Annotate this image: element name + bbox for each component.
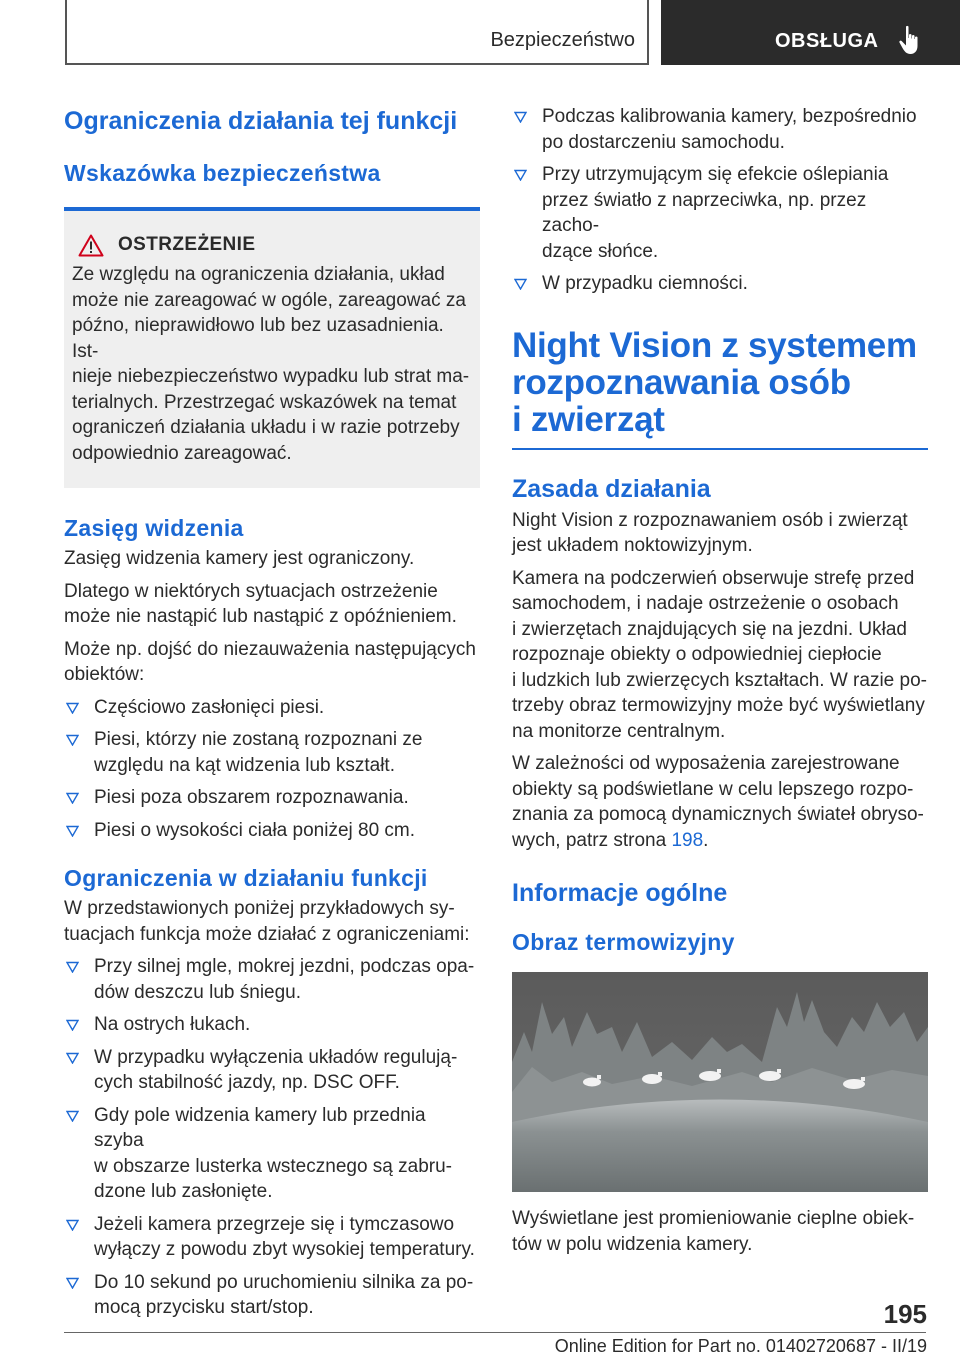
page-reference-link[interactable]: 198: [671, 829, 704, 851]
header-breadcrumb-box: [65, 0, 649, 65]
heading-view-range: Zasięg widzenia: [64, 515, 244, 541]
list-item: Gdy pole widzenia kamery lub przednia szyba w obszarze lusterka wstecznego są zabru- dzone lub zasłonięte.: [64, 1103, 480, 1205]
list-item: Jeżeli kamera przegrzeje się i tymczasowo wyłączy z powodu zbyt wysokiej temperatury.: [64, 1212, 480, 1263]
heading-function-restrictions: Ograniczenia w działaniu funkcji: [64, 865, 428, 891]
list-item: Podczas kalibrowania kamery, bezpośrednio po dostarczeniu samochodu.: [512, 104, 928, 155]
paragraph: Może np. dojść do niezauważenia następujących obiektów:: [64, 638, 476, 685]
paragraph: Zasięg widzenia kamery jest ograniczony.: [64, 548, 415, 569]
section-tab[interactable]: [661, 0, 960, 65]
paragraph: W przedstawionych poniżej przykładowych sy- tuacjach funkcja może działać z ograniczeniami:: [64, 898, 470, 945]
breadcrumb[interactable]: Bezpieczeństwo: [490, 29, 635, 51]
bullet-triangle-icon: [66, 702, 79, 714]
paragraph: Dlatego w niektórych sytuacjach ostrzeżenie może nie nastąpić lub nastąpić z opóźnieniem.: [64, 580, 457, 627]
list-item: Do 10 sekund po uruchomieniu silnika za po- mocą przycisku start/stop.: [64, 1270, 480, 1321]
bullet-triangle-icon: [66, 1277, 79, 1289]
footer-edition: Online Edition for Part no. 01402720687 - II/19: [554, 1336, 927, 1356]
left-column: [64, 96, 480, 1321]
warning-block: [64, 207, 480, 488]
heading-thermal-image: Obraz termowizyjny: [512, 929, 735, 955]
bullet-triangle-icon: [66, 1019, 79, 1031]
warning-text: Ze względu na ograniczenia działania, układ może nie zareagować w ogóle, zareagować za późno, nieprawidłowo lub bez uzasadnienia. Ist- nieje niebezpieczeństwo wypadku lub strat ma- terialnych. Przestrzegać wskazówek na temat ograniczeń działania układu i w razie potrzeby odpowiednio zareagować.: [72, 264, 470, 464]
list-item: Piesi, którzy nie zostaną rozpoznani ze względu na kąt widzenia lub kształt.: [64, 727, 480, 778]
bullet-list-range: [64, 695, 480, 844]
warning-triangle-icon: [78, 234, 104, 257]
bullet-list-restrictions: [64, 954, 480, 1321]
bullet-list-continued: [512, 104, 928, 297]
list-item: W przypadku wyłączenia układów regulują- cych stabilność jazdy, np. DSC OFF.: [64, 1045, 480, 1096]
page-number: 195: [883, 1299, 927, 1329]
list-item: W przypadku ciemności.: [512, 271, 928, 297]
right-column: [512, 104, 928, 1257]
bullet-triangle-icon: [66, 961, 79, 973]
chapter-title: Night Vision z systemem rozpoznawania osób i zwierząt: [512, 325, 917, 439]
list-item: Przy utrzymującym się efekcie oślepiania przez światło z naprzeciwka, np. przez zacho- dzące słońce.: [512, 162, 928, 264]
bullet-triangle-icon: [66, 1052, 79, 1064]
list-item: Piesi o wysokości ciała poniżej 80 cm.: [64, 818, 480, 844]
list-item: Częściowo zasłonięci piesi.: [64, 695, 480, 721]
warning-title-row: [72, 231, 472, 259]
heading-principle: Zasada działania: [512, 474, 711, 503]
heading-safety-note: Wskazówka bezpieczeństwa: [64, 160, 381, 186]
bullet-triangle-icon: [66, 825, 79, 837]
bullet-triangle-icon: [514, 169, 527, 181]
list-item: Na ostrych łukach.: [64, 1012, 480, 1038]
thermal-image-illustration: [512, 972, 928, 1192]
list-item: Przy silnej mgle, mokrej jezdni, podczas opa- dów deszczu lub śniegu.: [64, 954, 480, 1005]
list-item: Piesi poza obszarem rozpoznawania.: [64, 785, 480, 811]
heading-function-limits: Ograniczenia działania tej funkcji: [64, 107, 458, 135]
bullet-triangle-icon: [66, 792, 79, 804]
paragraph: Kamera na podczerwień obserwuje strefę przed samochodem, i nadaje ostrzeżenie o osobach i zwierzętach znajdujących się na jezdni. Układ rozpoznaje obiekty o odpowiedniej ciepłocie i ludzkich lub zwierzęcych kształtach. W razie po- trzeby obraz termowizyjny może być wyświetlany na monitorze centralnym.: [512, 567, 927, 742]
image-caption: Wyświetlane jest promieniowanie cieplne obiek- tów w polu widzenia kamery.: [512, 1208, 915, 1255]
bullet-triangle-icon: [514, 111, 527, 123]
paragraph: Night Vision z rozpoznawaniem osób i zwierząt jest układem noktowizyjnym.: [512, 509, 908, 556]
bullet-triangle-icon: [66, 734, 79, 746]
warning-title: OSTRZEŻENIE: [118, 234, 256, 255]
bullet-triangle-icon: [514, 278, 527, 290]
chapter-title-rule: [512, 448, 928, 450]
paragraph: W zależności od wyposażenia zarejestrowane obiekty są podświetlane w celu lepszego rozpo- znania za pomocą dynamicznych świateł obryso- wych, patrz strona 198.: [512, 753, 924, 851]
pointing-hand-icon: [898, 24, 924, 56]
warning-box: [64, 211, 480, 488]
footer-rule: [64, 1332, 926, 1333]
bullet-triangle-icon: [66, 1219, 79, 1231]
section-tab-label: OBSŁUGA: [775, 30, 879, 52]
heading-general-info: Informacje ogólne: [512, 879, 728, 907]
bullet-triangle-icon: [66, 1110, 79, 1122]
